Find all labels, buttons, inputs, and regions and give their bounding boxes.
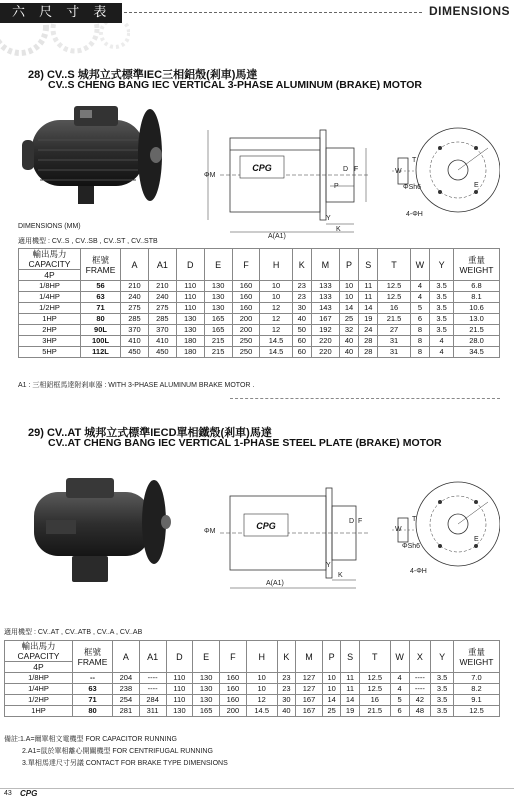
dimension-cell: 24 <box>359 325 378 336</box>
capacity-cell: 1/4HP <box>5 684 73 695</box>
label-phi-m: ΦM <box>204 172 216 179</box>
dimension-cell: 11 <box>359 292 378 303</box>
dimension-cell: 12 <box>260 325 292 336</box>
header-divider <box>124 12 422 13</box>
section-divider <box>230 398 500 399</box>
dimension-cell: 10 <box>260 292 292 303</box>
col-header: M <box>311 249 339 281</box>
dimension-cell: 31 <box>378 336 410 347</box>
dimension-cell: 130 <box>193 684 220 695</box>
dimension-cell: 180 <box>176 347 204 358</box>
frame-cell: 63 <box>73 684 113 695</box>
dimension-cell: 110 <box>176 303 204 314</box>
weight-cell: 7.0 <box>454 673 500 684</box>
dimension-cell: 6 <box>410 314 430 325</box>
dimension-cell: 275 <box>148 303 176 314</box>
dimension-cell: 5 <box>410 303 430 314</box>
footer-logo: CPG <box>20 789 38 798</box>
capacity-cell: 2HP <box>19 325 81 336</box>
dimension-cell: 3.5 <box>431 695 454 706</box>
brake-note-28: A1 : 三相鋁框馬達附剎車器 : WITH 3-PHASE ALUMINUM BRAKE MOTOR . <box>18 382 255 389</box>
dimension-cell: 30 <box>292 303 311 314</box>
label-a: A(A1) <box>268 233 286 240</box>
dimension-cell: 254 <box>113 695 140 706</box>
table-row <box>19 303 500 314</box>
label-t: T <box>412 157 417 164</box>
dimension-cell: 133 <box>311 292 339 303</box>
frame-cell: 90L <box>81 325 121 336</box>
dimension-cell: 210 <box>121 281 149 292</box>
label-d: D <box>349 518 355 525</box>
dimension-cell: 210 <box>148 281 176 292</box>
table-row <box>19 347 500 358</box>
dimension-cell: ---- <box>139 684 166 695</box>
capacity-cell: 1/8HP <box>19 281 81 292</box>
dimension-cell: 220 <box>311 347 339 358</box>
dimension-cell: 14 <box>359 303 378 314</box>
dimension-cell: 130 <box>204 292 232 303</box>
frame-cell: 71 <box>73 695 113 706</box>
weight-cell: 10.6 <box>454 303 500 314</box>
dimension-cell: 160 <box>220 684 247 695</box>
label-e: E <box>474 536 479 543</box>
dimension-cell: 16 <box>378 303 410 314</box>
dimension-cell: 281 <box>113 706 140 717</box>
table-row <box>5 673 500 684</box>
dimension-cell: 285 <box>121 314 149 325</box>
dimension-cell: 4 <box>410 281 430 292</box>
dimensions-unit-label: DIMENSIONS (MM) <box>18 223 81 230</box>
table-row <box>19 325 500 336</box>
dimension-cell: 180 <box>176 336 204 347</box>
col-header: W <box>390 641 409 673</box>
dimension-cell: 12 <box>260 314 292 325</box>
cpg-label: CPG <box>256 521 276 531</box>
dimension-cell: 14.5 <box>246 706 277 717</box>
section-header-english: DIMENSIONS <box>428 4 510 18</box>
dimension-cell: 220 <box>311 336 339 347</box>
label-k: K <box>336 226 341 233</box>
capacity-cell: 1HP <box>19 314 81 325</box>
dimension-cell: 8 <box>410 325 430 336</box>
col-header: D <box>166 641 193 673</box>
dimension-cell: 8 <box>410 336 430 347</box>
col-header: H <box>246 641 277 673</box>
poles-header: 4P <box>5 662 73 673</box>
dimension-cell: 160 <box>220 695 247 706</box>
col-header: A <box>121 249 149 281</box>
poles-header: 4P <box>19 270 81 281</box>
col-header: H <box>260 249 292 281</box>
dimension-cell: 167 <box>296 695 323 706</box>
footnote-2: 2.A1=鼠於單相離心開關機型 FOR CENTRIFUGAL RUNNING <box>22 748 213 755</box>
dimension-cell: 27 <box>378 325 410 336</box>
weight-cell: 8.2 <box>454 684 500 695</box>
dimension-cell: 50 <box>292 325 311 336</box>
section-28-title: 28) CV..S 城邦立式標準IEC三相鋁殼(剎車)馬達 <box>28 69 258 81</box>
dimension-cell: 3.5 <box>431 684 454 695</box>
col-header: T <box>378 249 410 281</box>
dimension-cell: 200 <box>220 706 247 717</box>
col-header: P <box>339 249 358 281</box>
dimension-cell: 25 <box>322 706 340 717</box>
dimension-cell: 192 <box>311 325 339 336</box>
weight-cell: 34.5 <box>454 347 500 358</box>
capacity-cell: 1/4HP <box>19 292 81 303</box>
frame-cell: 63 <box>81 292 121 303</box>
dimension-cell: 130 <box>166 706 193 717</box>
label-y: Y <box>326 215 331 222</box>
dimension-drawing-aluminum <box>200 120 500 240</box>
col-header: Y <box>431 641 454 673</box>
col-header: F <box>232 249 260 281</box>
dimension-cell: 12 <box>260 303 292 314</box>
dimension-cell: 167 <box>311 314 339 325</box>
dimension-cell: 110 <box>176 292 204 303</box>
col-header: K <box>292 249 311 281</box>
dimension-cell: 11 <box>341 684 359 695</box>
dimension-cell: 160 <box>232 281 260 292</box>
dimension-cell: 200 <box>232 314 260 325</box>
dimension-cell: 167 <box>296 706 323 717</box>
dimension-cell: 311 <box>139 706 166 717</box>
dimension-cell: 3.5 <box>430 325 454 336</box>
section-28-subtitle: CV..S CHENG BANG IEC VERTICAL 3-PHASE ALUMINUM (BRAKE) MOTOR <box>48 79 422 91</box>
capacity-header: 輸出馬力 CAPACITY <box>19 249 81 270</box>
weight-cell: 12.5 <box>454 706 500 717</box>
label-k: K <box>338 572 343 579</box>
dimension-cell: 204 <box>113 673 140 684</box>
frame-cell: 56 <box>81 281 121 292</box>
label-w: W <box>395 526 402 533</box>
capacity-cell: 1HP <box>5 706 73 717</box>
label-shaft: ΦSh6 <box>403 184 422 191</box>
col-header: E <box>204 249 232 281</box>
footer-rule <box>0 788 514 789</box>
dimension-cell: ---- <box>409 684 431 695</box>
dimension-cell: 14.5 <box>260 347 292 358</box>
weight-cell: 9.1 <box>454 695 500 706</box>
dimension-cell: 4 <box>430 336 454 347</box>
col-header: A <box>113 641 140 673</box>
dimension-cell: 284 <box>139 695 166 706</box>
col-header: S <box>359 249 378 281</box>
dimension-cell: 40 <box>277 706 295 717</box>
dimension-cell: 19 <box>359 314 378 325</box>
col-header: D <box>176 249 204 281</box>
weight-cell: 13.0 <box>454 314 500 325</box>
dimension-cell: 285 <box>148 314 176 325</box>
dimension-cell: 12.5 <box>378 281 410 292</box>
dimension-cell: 4 <box>390 684 409 695</box>
dimension-cell: 240 <box>148 292 176 303</box>
dimension-cell: 14 <box>341 695 359 706</box>
dimension-cell: 3.5 <box>431 673 454 684</box>
dimension-cell: 165 <box>204 325 232 336</box>
dimension-cell: 370 <box>148 325 176 336</box>
dimension-cell: 23 <box>277 684 295 695</box>
capacity-cell: 1/2HP <box>19 303 81 314</box>
gear-decoration-icon <box>0 23 130 63</box>
capacity-cell: 5HP <box>19 347 81 358</box>
capacity-header: 輸出馬力 CAPACITY <box>5 641 73 662</box>
dimension-cell: 14.5 <box>260 336 292 347</box>
dimension-cell: 370 <box>121 325 149 336</box>
dimension-cell: 130 <box>176 325 204 336</box>
dimension-cell: 410 <box>121 336 149 347</box>
dimension-cell: 19 <box>341 706 359 717</box>
label-phi-m: ΦM <box>204 528 216 535</box>
frame-header: 框號 FRAME <box>73 641 113 673</box>
col-header: A1 <box>139 641 166 673</box>
dimension-cell: 250 <box>232 336 260 347</box>
weight-header: 重量 WEIGHT <box>454 249 500 281</box>
weight-cell: 6.8 <box>454 281 500 292</box>
dimension-cell: 410 <box>148 336 176 347</box>
dimension-cell: 31 <box>378 347 410 358</box>
dimension-cell: 12.5 <box>359 684 390 695</box>
cpg-label: CPG <box>252 163 272 173</box>
dimension-cell: 6 <box>390 706 409 717</box>
col-header: M <box>296 641 323 673</box>
dimension-table-28 <box>18 248 500 358</box>
dimension-cell: 130 <box>176 314 204 325</box>
col-header: P <box>322 641 340 673</box>
label-holes: 4-ΦH <box>410 568 427 575</box>
dimension-cell: 12.5 <box>359 673 390 684</box>
table-row <box>19 314 500 325</box>
applicable-models-28: 適用機型 : CV..S , CV..SB , CV..ST , CV..STB <box>18 238 158 245</box>
dimension-cell: 21.5 <box>359 706 390 717</box>
section-header-chinese: 六 尺 寸 表 <box>0 3 122 23</box>
dimension-table-29 <box>4 640 500 717</box>
dimension-cell: 127 <box>296 673 323 684</box>
dimension-cell: 10 <box>339 292 358 303</box>
dimension-cell: 14 <box>339 303 358 314</box>
section-29-subtitle: CV..AT CHENG BANG IEC VERTICAL 1-PHASE STEEL PLATE (BRAKE) MOTOR <box>48 437 442 449</box>
dimension-cell: 215 <box>204 347 232 358</box>
frame-cell: 112L <box>81 347 121 358</box>
dimension-cell: 238 <box>113 684 140 695</box>
dimension-cell: 450 <box>148 347 176 358</box>
capacity-cell: 1/2HP <box>5 695 73 706</box>
dimension-cell: 12.5 <box>378 292 410 303</box>
dimension-cell: 40 <box>339 347 358 358</box>
dimension-cell: 14 <box>322 695 340 706</box>
table-row <box>5 695 500 706</box>
page-number: 43 <box>4 790 12 797</box>
dimension-cell: 12 <box>246 695 277 706</box>
col-header: A1 <box>148 249 176 281</box>
dimension-cell: 11 <box>341 673 359 684</box>
col-header: X <box>409 641 431 673</box>
dimension-cell: 16 <box>359 695 390 706</box>
dimension-cell: 10 <box>339 281 358 292</box>
dimension-cell: 130 <box>204 281 232 292</box>
dimension-cell: 130 <box>193 673 220 684</box>
dimension-cell: 215 <box>204 336 232 347</box>
col-header: W <box>410 249 430 281</box>
col-header: F <box>220 641 247 673</box>
capacity-cell: 1/8HP <box>5 673 73 684</box>
dimension-cell: 3.5 <box>430 303 454 314</box>
weight-cell: 8.1 <box>454 292 500 303</box>
dimension-cell: 32 <box>339 325 358 336</box>
dimension-cell: 3.5 <box>430 281 454 292</box>
col-header: T <box>359 641 390 673</box>
footnote-1: 備註:1.A=爾單相文電機型 FOR CAPACITOR RUNNING <box>4 736 178 743</box>
label-p: P <box>334 183 339 190</box>
label-shaft: ΦSh6 <box>402 543 421 550</box>
dimension-cell: 450 <box>121 347 149 358</box>
dimension-drawing-steel <box>200 478 500 598</box>
dimension-cell: 28 <box>359 347 378 358</box>
dimension-cell: 165 <box>204 314 232 325</box>
weight-cell: 28.0 <box>454 336 500 347</box>
dimension-cell: 11 <box>359 281 378 292</box>
dimension-cell: 143 <box>311 303 339 314</box>
dimension-cell: 133 <box>311 281 339 292</box>
dimension-cell: 40 <box>292 314 311 325</box>
dimension-cell: 8 <box>410 347 430 358</box>
dimension-cell: 3.5 <box>431 706 454 717</box>
label-f: F <box>354 166 359 173</box>
dimension-cell: 3.5 <box>430 292 454 303</box>
col-header: Y <box>430 249 454 281</box>
dimension-cell: 42 <box>409 695 431 706</box>
col-header: E <box>193 641 220 673</box>
weight-header: 重量 WEIGHT <box>454 641 500 673</box>
frame-cell: 80 <box>81 314 121 325</box>
dimension-cell: 200 <box>232 325 260 336</box>
col-header: S <box>341 641 359 673</box>
dimension-cell: 240 <box>121 292 149 303</box>
dimension-cell: 4 <box>390 673 409 684</box>
label-a: A(A1) <box>266 580 284 587</box>
dimension-cell: 250 <box>232 347 260 358</box>
dimension-cell: 110 <box>166 684 193 695</box>
label-w: W <box>395 168 402 175</box>
dimension-cell: 110 <box>166 695 193 706</box>
dimension-cell: 10 <box>246 684 277 695</box>
motor-photo-aluminum <box>18 100 168 218</box>
weight-cell: 21.5 <box>454 325 500 336</box>
dimension-cell: 23 <box>292 292 311 303</box>
dimension-cell: 23 <box>292 281 311 292</box>
table-row <box>5 684 500 695</box>
dimension-cell: 3.5 <box>430 314 454 325</box>
applicable-models-29: 適用機型 : CV..AT , CV..ATB , CV..A , CV..AB <box>4 629 143 636</box>
frame-cell: 80 <box>73 706 113 717</box>
dimension-cell: 60 <box>292 336 311 347</box>
dimension-cell: 25 <box>339 314 358 325</box>
capacity-cell: 3HP <box>19 336 81 347</box>
dimension-cell: 23 <box>277 673 295 684</box>
dimension-cell: 4 <box>410 292 430 303</box>
frame-cell: -- <box>73 673 113 684</box>
dimension-cell: ---- <box>409 673 431 684</box>
dimension-cell: 21.5 <box>378 314 410 325</box>
section-29-title: 29) CV..AT 城邦立式標準IECD單相鐵殼(剎車)馬達 <box>28 427 272 439</box>
label-holes: 4-ΦH <box>406 211 423 218</box>
frame-cell: 100L <box>81 336 121 347</box>
col-header: K <box>277 641 295 673</box>
dimension-cell: 130 <box>204 303 232 314</box>
dimension-cell: 4 <box>430 347 454 358</box>
label-e: E <box>474 182 479 189</box>
dimension-cell: 130 <box>193 695 220 706</box>
label-d: D <box>343 166 349 173</box>
table-row <box>19 336 500 347</box>
dimension-cell: 275 <box>121 303 149 314</box>
table-row <box>5 706 500 717</box>
frame-header: 框號 FRAME <box>81 249 121 281</box>
dimension-cell: 28 <box>359 336 378 347</box>
dimension-cell: 10 <box>322 673 340 684</box>
label-f: F <box>358 518 363 525</box>
table-row <box>19 281 500 292</box>
dimension-cell: 165 <box>193 706 220 717</box>
dimension-cell: 10 <box>322 684 340 695</box>
dimension-cell: 40 <box>339 336 358 347</box>
dimension-cell: 160 <box>232 292 260 303</box>
frame-cell: 71 <box>81 303 121 314</box>
dimension-cell: 48 <box>409 706 431 717</box>
dimension-cell: 127 <box>296 684 323 695</box>
dimension-cell: ---- <box>139 673 166 684</box>
dimension-cell: 110 <box>176 281 204 292</box>
label-y: Y <box>326 562 331 569</box>
dimension-cell: 110 <box>166 673 193 684</box>
label-t: T <box>412 516 417 523</box>
dimension-cell: 10 <box>246 673 277 684</box>
footnote-3: 3.單相馬達尺寸另議 CONTACT FOR BRAKE TYPE DIMENSIONS <box>22 760 228 767</box>
table-row <box>19 292 500 303</box>
motor-photo-steel <box>26 470 176 588</box>
dimension-cell: 5 <box>390 695 409 706</box>
dimension-cell: 160 <box>220 673 247 684</box>
dimension-cell: 30 <box>277 695 295 706</box>
dimension-cell: 160 <box>232 303 260 314</box>
dimension-cell: 60 <box>292 347 311 358</box>
dimension-cell: 10 <box>260 281 292 292</box>
